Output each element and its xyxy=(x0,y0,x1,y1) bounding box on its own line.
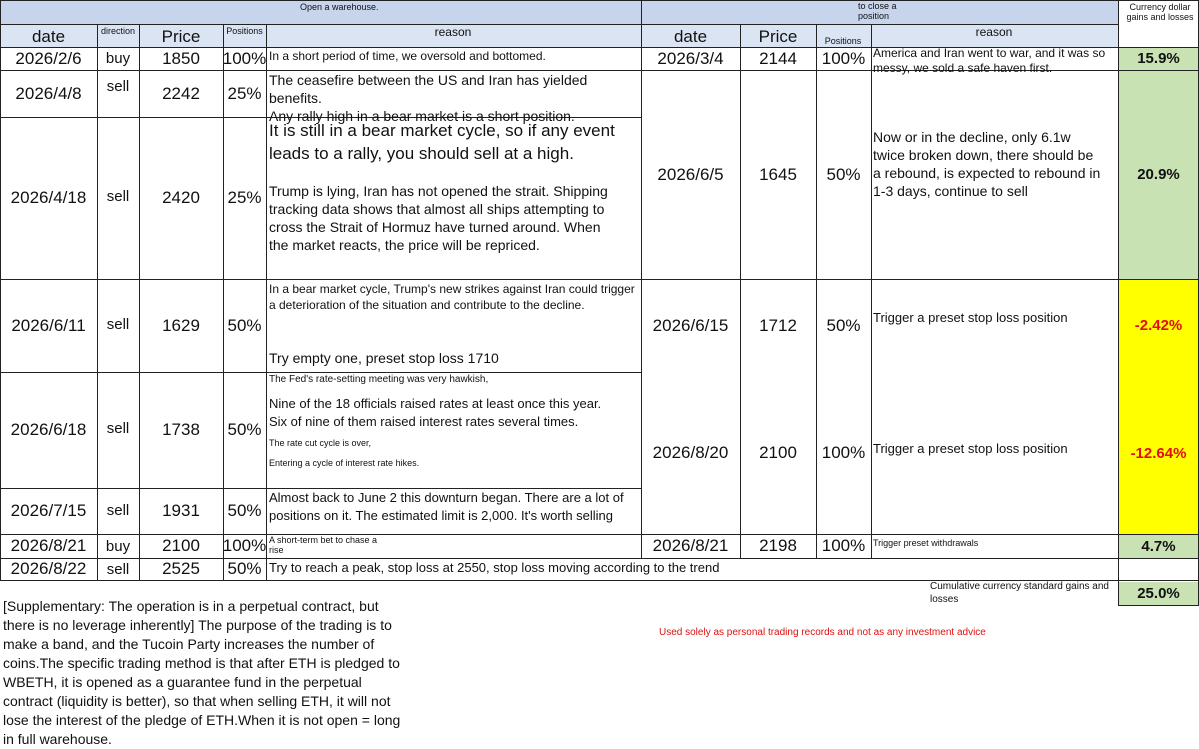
reason-line: positions on it. The estimated limit is 2,000. It's worth selling xyxy=(269,508,614,523)
reason-line: Almost back to June 2 this downturn began. There are a lot of xyxy=(269,490,624,505)
open-date: 2026/4/8 xyxy=(15,83,82,103)
direction: sell xyxy=(106,501,130,519)
header-group-band xyxy=(0,0,1118,24)
reason-line: Six of nine of them raised interest rates several times. xyxy=(269,414,579,429)
direction: sell xyxy=(106,77,130,95)
open-date: 2026/6/18 xyxy=(10,420,87,439)
direction: sell xyxy=(106,187,130,205)
open-reason xyxy=(269,119,639,254)
open-positions: 25% xyxy=(227,188,262,207)
close-date: 2026/3/4 xyxy=(657,48,724,68)
reason-line: rise xyxy=(269,545,284,555)
close-positions: 100% xyxy=(821,536,866,555)
reason-line: The Fed's rate-setting meeting was very hawkish, xyxy=(269,374,489,385)
close-reason-line: 1-3 days, continue to sell xyxy=(873,183,1028,199)
open-positions: 50% xyxy=(227,420,262,439)
col-reason: reason xyxy=(434,25,472,39)
close-reason: Trigger a preset stop loss position xyxy=(873,310,1068,325)
close-price: 2100 xyxy=(759,443,797,462)
reason-line: a deterioration of the situation and contribute to the decline. xyxy=(269,298,585,312)
close-reason-line: messy, we sold a safe haven first. xyxy=(873,61,1053,75)
open-group-label: Open a warehouse. xyxy=(300,2,379,12)
close-positions: 50% xyxy=(826,315,861,335)
direction: buy xyxy=(105,537,131,555)
close-positions: 100% xyxy=(821,443,866,462)
open-positions: 50% xyxy=(227,559,262,578)
open-reason xyxy=(269,535,469,555)
close-price: 1712 xyxy=(759,315,797,335)
reason-line: Nine of the 18 officials raised rates at least once this year. xyxy=(269,396,602,411)
open-price: 1850 xyxy=(162,48,200,68)
close-date: 2026/6/15 xyxy=(652,315,729,335)
disclaimer: Used solely as personal trading records and not as any investment advice xyxy=(659,627,986,638)
col-close-reason: reason xyxy=(975,25,1013,39)
close-group-label: to close a position xyxy=(858,1,897,21)
col-close-date: date xyxy=(673,27,708,46)
open-positions: 25% xyxy=(227,83,262,103)
open-date: 2026/7/15 xyxy=(10,501,87,520)
pnl-value: -12.64% xyxy=(1130,444,1187,462)
close-positions: 100% xyxy=(821,48,866,68)
open-reason xyxy=(269,489,639,525)
close-reason-line: America and Iran went to war, and it was so xyxy=(873,46,1106,60)
pnl-value: 15.9% xyxy=(1137,50,1180,67)
reason-line: the market reacts, the price will be repriced. xyxy=(269,237,540,253)
reason-line: In a bear market cycle, Trump's new strikes against Iran could trigger xyxy=(269,282,635,296)
reason-line: Any rally high in a bear market is a short position. xyxy=(269,108,575,124)
close-reason-line: Now or in the decline, only 6.1w xyxy=(873,129,1071,145)
reason-line: Try empty one, preset stop loss 1710 xyxy=(269,350,499,366)
open-date: 2026/4/18 xyxy=(10,188,87,207)
pnl-header: Currency dollar gains and losses xyxy=(1126,2,1194,22)
reason-line: Trump is lying, Iran has not opened the strait. Shipping xyxy=(269,183,608,199)
close-positions: 50% xyxy=(826,164,861,184)
open-date: 2026/8/22 xyxy=(10,559,87,578)
pnl-value: 4.7% xyxy=(1141,537,1176,555)
open-reason: In a short period of time, we oversold and bottomed. xyxy=(269,49,546,63)
open-price: 2525 xyxy=(162,559,200,578)
close-date: 2026/8/20 xyxy=(652,443,729,462)
close-reason xyxy=(873,128,1117,200)
open-price: 1738 xyxy=(162,420,200,439)
open-price: 1931 xyxy=(162,501,200,520)
close-reason-line: twice broken down, there should be xyxy=(873,147,1094,163)
direction: buy xyxy=(105,50,131,67)
reason-line: cross the Strait of Hormuz have turned around. When xyxy=(269,219,601,235)
col-date: date xyxy=(31,27,66,46)
open-price: 2242 xyxy=(162,83,200,103)
open-date: 2026/6/11 xyxy=(11,315,86,335)
open-price: 2420 xyxy=(162,188,200,207)
close-reason: Trigger a preset stop loss position xyxy=(873,441,1068,456)
cumulative-value: 25.0% xyxy=(1137,585,1180,602)
col-close-price: Price xyxy=(758,27,798,46)
col-close-positions: Positions xyxy=(824,36,862,46)
open-reason: Try to reach a peak, stop loss at 2550, stop loss moving according to the trend xyxy=(269,560,720,575)
pnl-value: -2.42% xyxy=(1134,317,1183,334)
col-price: Price xyxy=(161,27,201,46)
close-price: 1645 xyxy=(759,164,797,184)
direction: sell xyxy=(106,419,130,437)
open-price: 1629 xyxy=(162,315,200,335)
close-date: 2026/8/21 xyxy=(652,536,729,555)
open-positions: 50% xyxy=(227,501,262,520)
direction: sell xyxy=(106,315,130,333)
open-reason xyxy=(269,373,639,469)
close-date: 2026/6/5 xyxy=(657,164,724,184)
close-reason: Trigger preset withdrawals xyxy=(873,538,979,548)
reason-line: The rate cut cycle is over, xyxy=(269,438,372,448)
open-positions: 100% xyxy=(222,48,267,68)
reason-line: It is still in a bear market cycle, so if any event xyxy=(269,121,615,140)
close-reason-line: a rebound, is expected to rebound in xyxy=(873,165,1101,181)
open-reason xyxy=(269,71,639,125)
reason-line: A short-term bet to chase a xyxy=(269,535,378,545)
close-price: 2198 xyxy=(759,536,797,555)
pnl-value: 20.9% xyxy=(1137,166,1180,183)
cumulative-label: Cumulative currency standard gains and losses xyxy=(930,581,1109,605)
reason-line: leads to a rally, you should sell at a high. xyxy=(269,144,574,163)
open-positions: 100% xyxy=(222,536,267,555)
reason-line: Entering a cycle of interest rate hikes. xyxy=(269,458,420,468)
open-price: 2100 xyxy=(162,536,200,555)
open-date: 2026/8/21 xyxy=(10,536,87,555)
direction: sell xyxy=(106,560,130,578)
col-positions: Positions xyxy=(226,26,263,36)
reason-line: The ceasefire between the US and Iran has yielded benefits. xyxy=(269,72,588,106)
col-direction: direction xyxy=(100,26,136,36)
supplementary-note: [Supplementary: The operation is in a perpetual contract, but there is no leverage inherently] The purpose of the trading is to make a band, and the Tucoin Party increases the number of coins.The specific trading method is that after ETH is pledged to WBETH, it is opened as a guarantee fund in the perpetual contract (liquidity is better), so that when selling ETH, it will not lose the interest of the pledge of ETH.When it is not open = long in full warehouse. xyxy=(3,598,401,747)
close-price: 2144 xyxy=(759,48,797,68)
open-date: 2026/2/6 xyxy=(15,48,82,68)
open-reason xyxy=(269,281,639,367)
open-positions: 50% xyxy=(227,315,262,335)
close-reason xyxy=(873,46,1117,76)
reason-line: tracking data shows that almost all ships attempting to xyxy=(269,201,605,217)
